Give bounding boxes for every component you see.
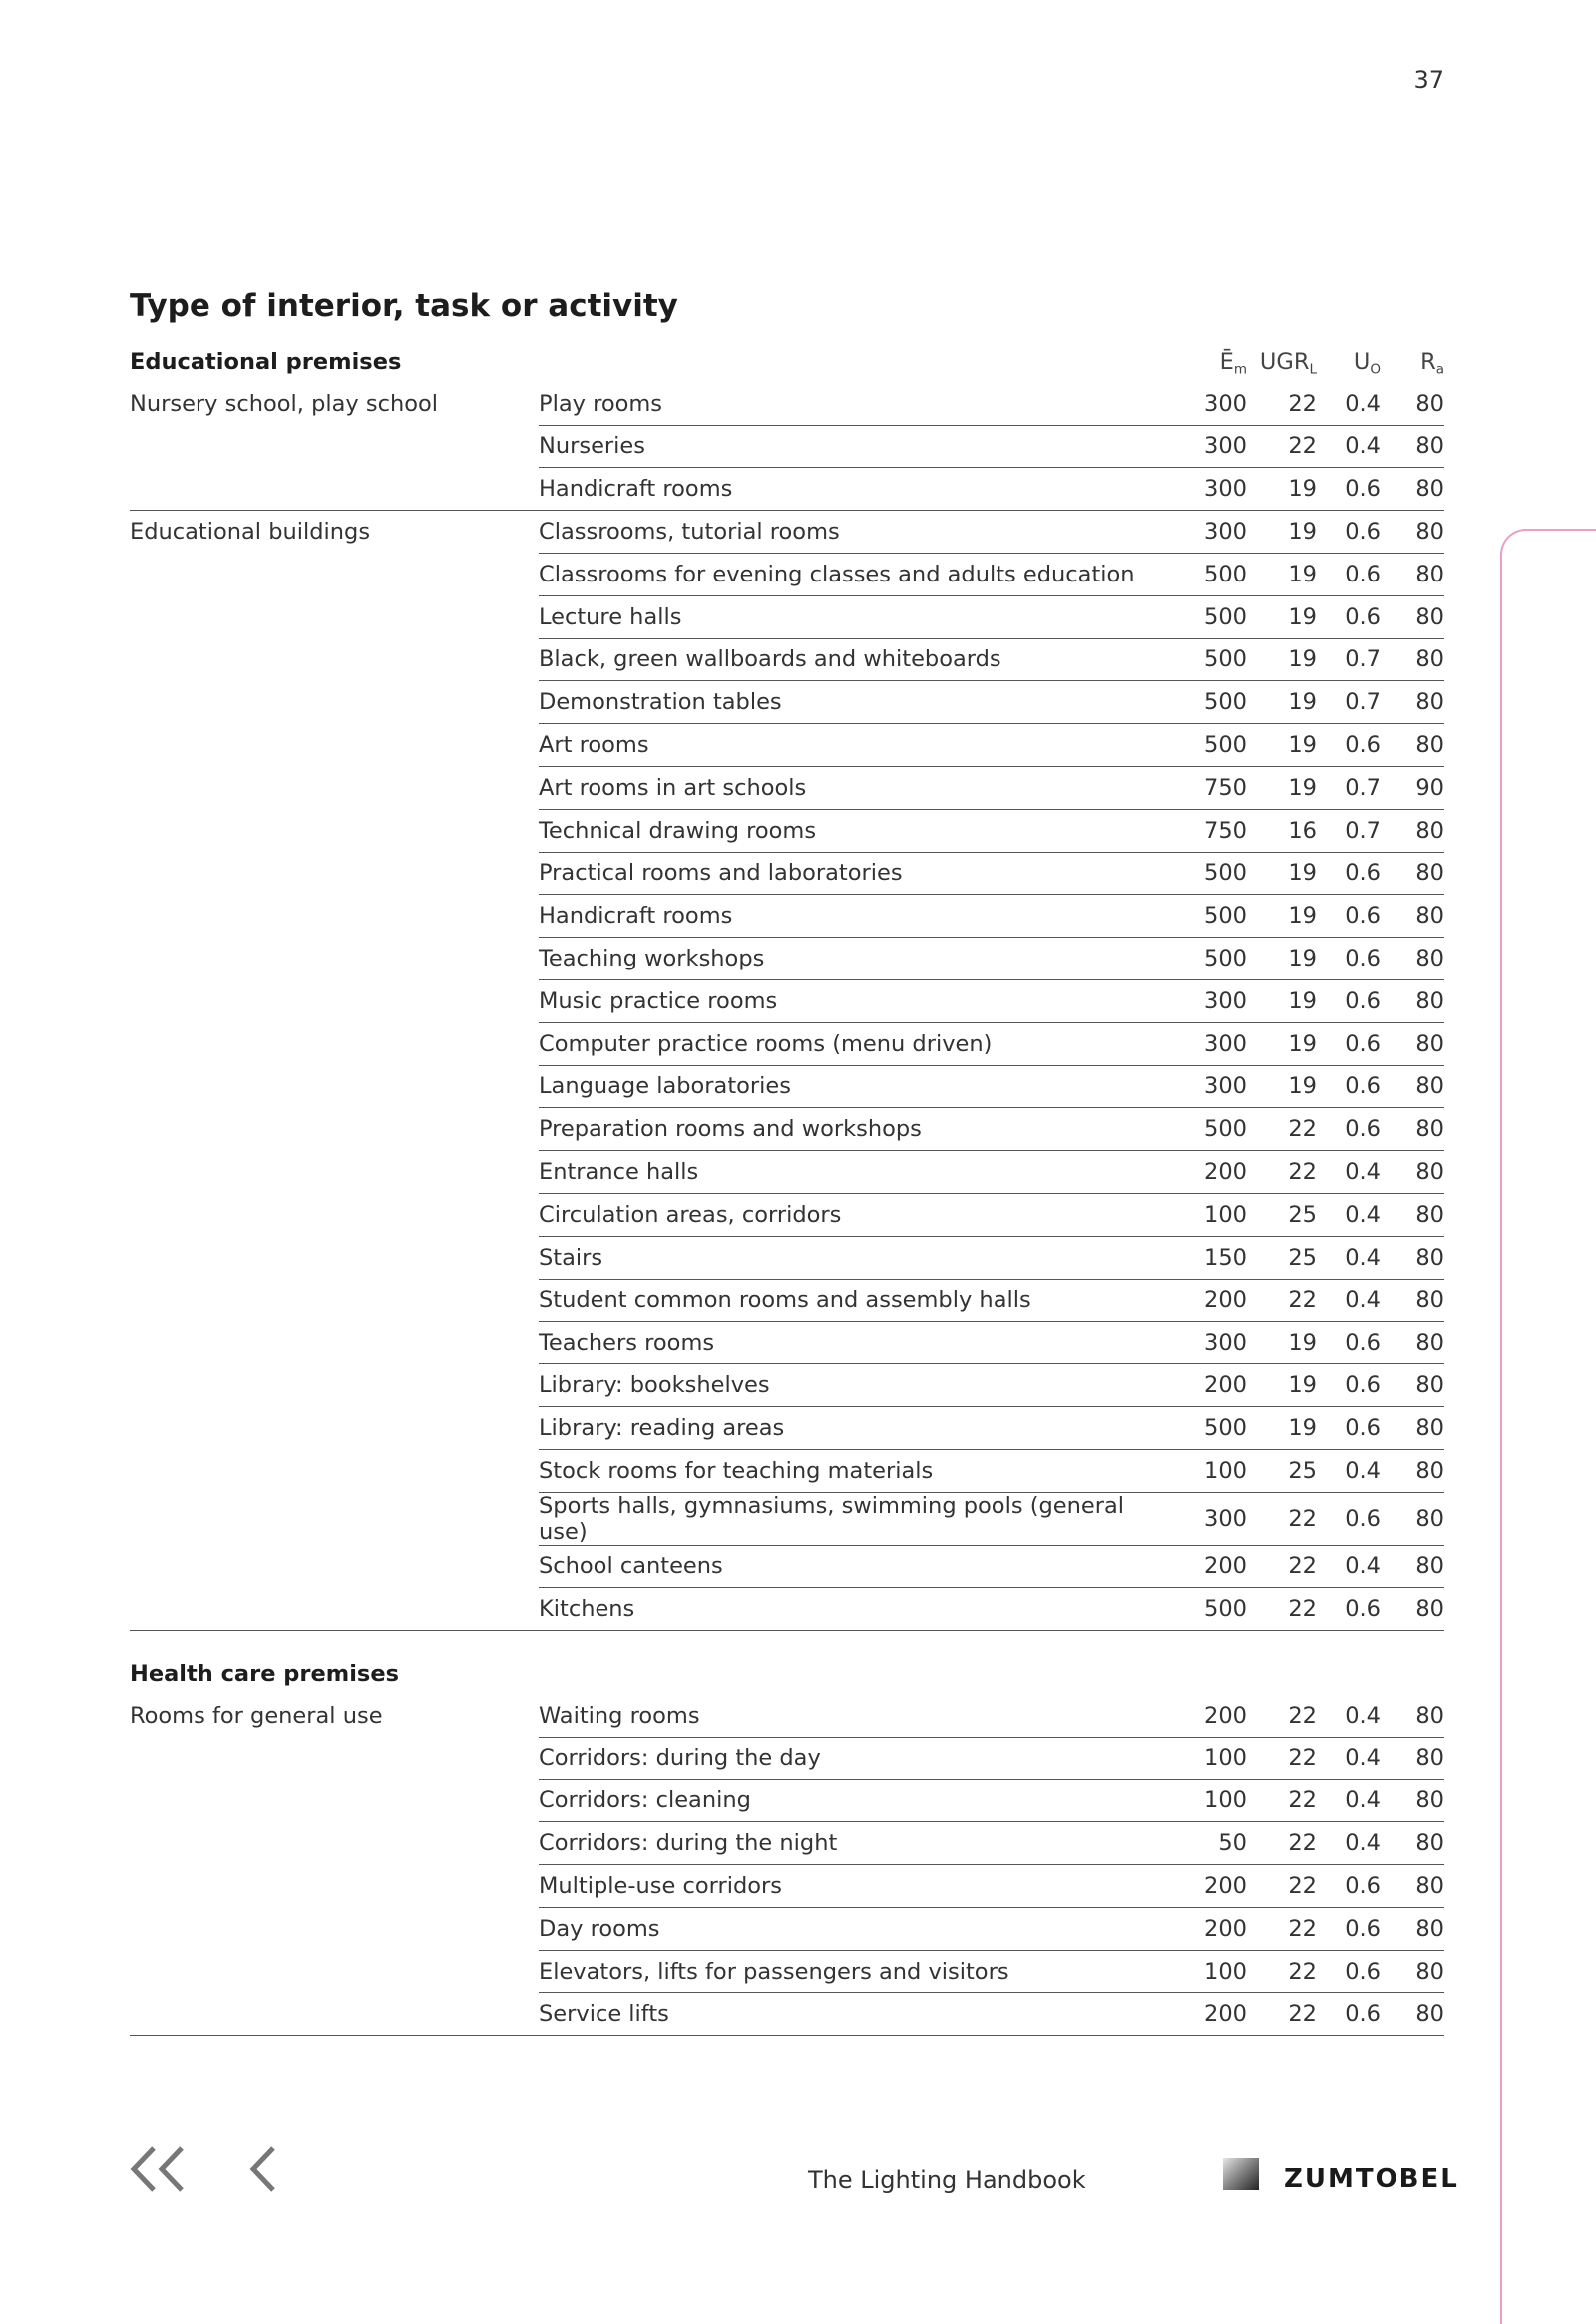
task-label: Library: bookshelves	[539, 1364, 1167, 1407]
group-label	[130, 638, 539, 681]
ugr-value: 22	[1247, 1545, 1317, 1588]
em-value: 500	[1167, 681, 1247, 724]
em-value: 750	[1167, 809, 1247, 852]
ugr-value: 19	[1247, 1065, 1317, 1108]
table-row	[130, 1907, 1444, 1950]
group-label	[130, 1236, 539, 1279]
group-label	[130, 895, 539, 938]
task-label: Circulation areas, corridors	[539, 1193, 1167, 1236]
em-value: 500	[1167, 1406, 1247, 1449]
uo-value: 0.4	[1317, 1151, 1381, 1194]
column-header-em: $Ē_m$	[1219, 348, 1247, 378]
task-label: Lecture halls	[539, 595, 1167, 638]
ra-value: 80	[1381, 1193, 1444, 1236]
ugr-value: 22	[1247, 383, 1317, 425]
uo-value: 0.6	[1317, 1492, 1381, 1545]
table-row	[130, 1545, 1444, 1588]
table-row	[130, 1108, 1444, 1151]
uo-value: 0.6	[1317, 852, 1381, 895]
ugr-value: 19	[1247, 766, 1317, 809]
column-header-ugr: $UGR_L$	[1259, 348, 1317, 378]
ugr-value: 19	[1247, 681, 1317, 724]
ra-value: 80	[1381, 979, 1444, 1022]
task-label: Corridors: during the day	[539, 1737, 1167, 1779]
uo-value: 0.6	[1317, 979, 1381, 1022]
table-row	[130, 681, 1444, 724]
uo-value: 0.4	[1317, 425, 1381, 468]
ra-value: 80	[1381, 1865, 1444, 1908]
ra-value: 80	[1381, 809, 1444, 852]
task-label: Art rooms in art schools	[539, 766, 1167, 809]
em-value: 200	[1167, 1695, 1247, 1737]
uo-value: 0.6	[1317, 595, 1381, 638]
ugr-value: 25	[1247, 1236, 1317, 1279]
ra-value: 80	[1381, 1492, 1444, 1545]
uo-value: 0.7	[1317, 638, 1381, 681]
em-value: 200	[1167, 1993, 1247, 2036]
ra-value: 80	[1381, 1695, 1444, 1737]
ugr-value: 19	[1247, 895, 1317, 938]
ugr-value: 22	[1247, 1108, 1317, 1151]
uo-value: 0.6	[1317, 1950, 1381, 1993]
table-row	[130, 468, 1444, 511]
uo-value: 0.6	[1317, 1065, 1381, 1108]
task-label: Multiple-use corridors	[539, 1865, 1167, 1908]
task-label: Technical drawing rooms	[539, 809, 1167, 852]
ra-value: 80	[1381, 1406, 1444, 1449]
ugr-value: 19	[1247, 979, 1317, 1022]
ra-value: 80	[1381, 681, 1444, 724]
previous-page-button[interactable]	[247, 2144, 281, 2198]
uo-value: 0.6	[1317, 895, 1381, 938]
uo-value: 0.7	[1317, 766, 1381, 809]
ugr-value: 22	[1247, 1907, 1317, 1950]
task-label: Computer practice rooms (menu driven)	[539, 1022, 1167, 1065]
group-label	[130, 1322, 539, 1364]
table-row	[130, 724, 1444, 767]
task-label: Classrooms for evening classes and adults education	[539, 553, 1167, 595]
table-row	[130, 1779, 1444, 1822]
group-label	[130, 1364, 539, 1407]
table-row	[130, 1950, 1444, 1993]
group-label	[130, 553, 539, 595]
ugr-value: 22	[1247, 1737, 1317, 1779]
em-value: 200	[1167, 1279, 1247, 1322]
table-row	[130, 1588, 1444, 1631]
task-label: Elevators, lifts for passengers and visitors	[539, 1950, 1167, 1993]
task-label: Corridors: cleaning	[539, 1779, 1167, 1822]
task-label: Corridors: during the night	[539, 1822, 1167, 1865]
section-spacer	[130, 1631, 1444, 1654]
em-value: 750	[1167, 766, 1247, 809]
task-label: Black, green wallboards and whiteboards	[539, 638, 1167, 681]
spacer-cell	[130, 1631, 1444, 1654]
group-label: Nursery school, play school	[130, 390, 438, 417]
ugr-value: 22	[1247, 1279, 1317, 1322]
group-label	[130, 809, 539, 852]
column-header-uo: $U_O$	[1353, 348, 1381, 378]
em-value: 500	[1167, 852, 1247, 895]
uo-value: 0.6	[1317, 511, 1381, 554]
ra-value: 80	[1381, 1151, 1444, 1194]
em-value: 200	[1167, 1865, 1247, 1908]
group-label: Educational buildings	[130, 519, 371, 546]
group-label	[130, 595, 539, 638]
uo-value: 0.6	[1317, 553, 1381, 595]
ra-value: 80	[1381, 383, 1444, 425]
uo-value: 0.6	[1317, 1108, 1381, 1151]
em-value: 200	[1167, 1364, 1247, 1407]
group-label	[130, 1907, 539, 1950]
task-label: Library: reading areas	[539, 1406, 1167, 1449]
group-label	[130, 1406, 539, 1449]
table-row	[130, 1492, 1444, 1545]
table-row	[130, 383, 1444, 425]
task-label: Handicraft rooms	[539, 895, 1167, 938]
ugr-value: 19	[1247, 511, 1317, 554]
em-value: 300	[1167, 511, 1247, 554]
section-heading: Educational premises	[130, 348, 402, 375]
table-row	[130, 425, 1444, 468]
em-value: 300	[1167, 383, 1247, 425]
ugr-value: 19	[1247, 638, 1317, 681]
group-label	[130, 1822, 539, 1865]
task-label: Teaching workshops	[539, 938, 1167, 980]
zumtobel-logo-mark	[1223, 2158, 1259, 2190]
page-number: 37	[1413, 66, 1444, 94]
table-row	[130, 595, 1444, 638]
uo-value: 0.6	[1317, 724, 1381, 767]
table-row	[130, 638, 1444, 681]
uo-value: 0.6	[1317, 938, 1381, 980]
em-value: 500	[1167, 724, 1247, 767]
ugr-value: 22	[1247, 1695, 1317, 1737]
em-value: 100	[1167, 1193, 1247, 1236]
group-label	[130, 1545, 539, 1588]
group-label	[130, 724, 539, 767]
em-value: 500	[1167, 895, 1247, 938]
group-label	[130, 938, 539, 980]
page-title: Type of interior, task or activity	[130, 288, 678, 324]
uo-value: 0.6	[1317, 1364, 1381, 1407]
table-row	[130, 809, 1444, 852]
table-row	[130, 852, 1444, 895]
ra-value: 80	[1381, 511, 1444, 554]
heading-filler	[1167, 1653, 1444, 1695]
section-heading: Health care premises	[130, 1661, 399, 1687]
ra-value: 80	[1381, 1449, 1444, 1492]
uo-value: 0.4	[1317, 1779, 1381, 1822]
first-page-button[interactable]	[128, 2144, 188, 2198]
ra-value: 80	[1381, 468, 1444, 511]
task-label: Stairs	[539, 1236, 1167, 1279]
em-value: 500	[1167, 1588, 1247, 1631]
group-label	[130, 1449, 539, 1492]
table-row	[130, 553, 1444, 595]
ugr-value: 19	[1247, 468, 1317, 511]
task-label: Art rooms	[539, 724, 1167, 767]
group-label	[130, 468, 539, 511]
uo-value: 0.6	[1317, 1406, 1381, 1449]
ra-value: 80	[1381, 1279, 1444, 1322]
ra-value: 80	[1381, 638, 1444, 681]
em-value: 500	[1167, 638, 1247, 681]
ugr-value: 22	[1247, 1950, 1317, 1993]
group-label	[130, 1193, 539, 1236]
task-label: School canteens	[539, 1545, 1167, 1588]
ra-value: 80	[1381, 1993, 1444, 2036]
ra-value: 80	[1381, 595, 1444, 638]
em-value: 500	[1167, 1108, 1247, 1151]
uo-value: 0.7	[1317, 681, 1381, 724]
task-label: Play rooms	[539, 383, 1167, 425]
section-heading-row	[130, 341, 1444, 383]
ra-value: 80	[1381, 1822, 1444, 1865]
group-label: Rooms for general use	[130, 1703, 383, 1730]
task-label: Demonstration tables	[539, 681, 1167, 724]
ugr-value: 22	[1247, 1588, 1317, 1631]
ugr-value: 19	[1247, 595, 1317, 638]
table-row	[130, 979, 1444, 1022]
uo-value: 0.6	[1317, 1322, 1381, 1364]
em-value: 300	[1167, 1065, 1247, 1108]
uo-value: 0.6	[1317, 1907, 1381, 1950]
ugr-value: 22	[1247, 1151, 1317, 1194]
em-value: 100	[1167, 1737, 1247, 1779]
ra-value: 90	[1381, 766, 1444, 809]
task-label: Practical rooms and laboratories	[539, 852, 1167, 895]
em-value: 200	[1167, 1545, 1247, 1588]
group-label	[130, 425, 539, 468]
group-label	[130, 766, 539, 809]
ugr-value: 22	[1247, 1822, 1317, 1865]
ugr-value: 19	[1247, 1022, 1317, 1065]
uo-value: 0.4	[1317, 1737, 1381, 1779]
footer-title: The Lighting Handbook	[808, 2166, 1086, 2194]
em-value: 300	[1167, 1492, 1247, 1545]
uo-value: 0.6	[1317, 468, 1381, 511]
table-row	[130, 1193, 1444, 1236]
em-value: 100	[1167, 1449, 1247, 1492]
uo-value: 0.7	[1317, 809, 1381, 852]
uo-value: 0.4	[1317, 1449, 1381, 1492]
table-row	[130, 1993, 1444, 2036]
table-row	[130, 1364, 1444, 1407]
group-label	[130, 1588, 539, 1631]
em-value: 300	[1167, 468, 1247, 511]
task-label: Classrooms, tutorial rooms	[539, 511, 1167, 554]
uo-value: 0.4	[1317, 1193, 1381, 1236]
column-header-ra: $R_a$	[1420, 348, 1444, 378]
task-label: Waiting rooms	[539, 1695, 1167, 1737]
ugr-value: 22	[1247, 1993, 1317, 2036]
uo-value: 0.6	[1317, 1588, 1381, 1631]
table-row	[130, 1236, 1444, 1279]
ra-value: 80	[1381, 1779, 1444, 1822]
task-label: Entrance halls	[539, 1151, 1167, 1194]
uo-value: 0.6	[1317, 1022, 1381, 1065]
task-label: Language laboratories	[539, 1065, 1167, 1108]
em-value: 500	[1167, 553, 1247, 595]
table-row	[130, 511, 1444, 554]
ugr-value: 22	[1247, 425, 1317, 468]
chapter-tab	[1500, 529, 1596, 2324]
table-row	[130, 1151, 1444, 1194]
table-row	[130, 1022, 1444, 1065]
task-label: Sports halls, gymnasiums, swimming pools (general use)	[539, 1492, 1167, 1545]
task-label: Service lifts	[539, 1993, 1167, 2036]
uo-value: 0.4	[1317, 383, 1381, 425]
uo-value: 0.4	[1317, 1545, 1381, 1588]
uo-value: 0.4	[1317, 1695, 1381, 1737]
uo-value: 0.4	[1317, 1279, 1381, 1322]
ra-value: 80	[1381, 1108, 1444, 1151]
group-label	[130, 1279, 539, 1322]
em-value: 100	[1167, 1779, 1247, 1822]
em-value: 100	[1167, 1950, 1247, 1993]
ra-value: 80	[1381, 1322, 1444, 1364]
uo-value: 0.6	[1317, 1993, 1381, 2036]
uo-value: 0.6	[1317, 1865, 1381, 1908]
task-label: Nurseries	[539, 425, 1167, 468]
em-value: 300	[1167, 1022, 1247, 1065]
group-label	[130, 852, 539, 895]
uo-value: 0.4	[1317, 1236, 1381, 1279]
ra-value: 80	[1381, 1737, 1444, 1779]
ra-value: 80	[1381, 425, 1444, 468]
section-heading-row	[130, 1653, 1444, 1695]
ugr-value: 22	[1247, 1865, 1317, 1908]
group-label	[130, 1022, 539, 1065]
task-label: Music practice rooms	[539, 979, 1167, 1022]
group-label	[130, 681, 539, 724]
ra-value: 80	[1381, 895, 1444, 938]
em-value: 500	[1167, 938, 1247, 980]
group-label	[130, 1492, 539, 1545]
ra-value: 80	[1381, 553, 1444, 595]
ugr-value: 19	[1247, 1322, 1317, 1364]
em-value: 150	[1167, 1236, 1247, 1279]
uo-value: 0.4	[1317, 1822, 1381, 1865]
group-label	[130, 1950, 539, 1993]
task-label: Teachers rooms	[539, 1322, 1167, 1364]
group-label	[130, 1737, 539, 1779]
group-label	[130, 1993, 539, 2036]
table-row	[130, 1406, 1444, 1449]
table-row	[130, 1695, 1444, 1737]
em-value: 500	[1167, 595, 1247, 638]
ugr-value: 19	[1247, 1406, 1317, 1449]
em-value: 300	[1167, 425, 1247, 468]
ugr-value: 19	[1247, 852, 1317, 895]
table-row	[130, 1065, 1444, 1108]
ra-value: 80	[1381, 1065, 1444, 1108]
ra-value: 80	[1381, 1364, 1444, 1407]
double-chevron-left-icon	[128, 2144, 188, 2194]
group-label	[130, 979, 539, 1022]
table-row	[130, 1322, 1444, 1364]
table-row	[130, 1822, 1444, 1865]
em-value: 200	[1167, 1151, 1247, 1194]
ra-value: 80	[1381, 852, 1444, 895]
task-label: Stock rooms for teaching materials	[539, 1449, 1167, 1492]
table-row	[130, 1449, 1444, 1492]
task-label: Preparation rooms and workshops	[539, 1108, 1167, 1151]
lighting-requirements-table	[130, 341, 1444, 2036]
ugr-value: 22	[1247, 1779, 1317, 1822]
task-label: Handicraft rooms	[539, 468, 1167, 511]
table-row	[130, 1737, 1444, 1779]
group-label	[130, 1779, 539, 1822]
ugr-value: 19	[1247, 553, 1317, 595]
group-label	[130, 1151, 539, 1194]
ra-value: 80	[1381, 724, 1444, 767]
ra-value: 80	[1381, 1545, 1444, 1588]
ugr-value: 25	[1247, 1449, 1317, 1492]
table-row	[130, 766, 1444, 809]
ra-value: 80	[1381, 1588, 1444, 1631]
em-value: 300	[1167, 979, 1247, 1022]
em-value: 200	[1167, 1907, 1247, 1950]
task-label: Day rooms	[539, 1907, 1167, 1950]
table-row	[130, 1865, 1444, 1908]
ra-value: 80	[1381, 938, 1444, 980]
group-label	[130, 1108, 539, 1151]
task-label: Student common rooms and assembly halls	[539, 1279, 1167, 1322]
ugr-value: 25	[1247, 1193, 1317, 1236]
chevron-left-icon	[247, 2144, 281, 2194]
group-label	[130, 1065, 539, 1108]
ugr-value: 16	[1247, 809, 1317, 852]
ugr-value: 19	[1247, 1364, 1317, 1407]
ra-value: 80	[1381, 1236, 1444, 1279]
group-label	[130, 1865, 539, 1908]
em-value: 300	[1167, 1322, 1247, 1364]
ra-value: 80	[1381, 1907, 1444, 1950]
table-row	[130, 895, 1444, 938]
em-value: 50	[1167, 1822, 1247, 1865]
ugr-value: 22	[1247, 1492, 1317, 1545]
table-row	[130, 1279, 1444, 1322]
table-row	[130, 938, 1444, 980]
task-label: Kitchens	[539, 1588, 1167, 1631]
ugr-value: 19	[1247, 724, 1317, 767]
ra-value: 80	[1381, 1022, 1444, 1065]
ra-value: 80	[1381, 1950, 1444, 1993]
ugr-value: 19	[1247, 938, 1317, 980]
brand-logo: ZUMTOBEL	[1284, 2164, 1459, 2194]
